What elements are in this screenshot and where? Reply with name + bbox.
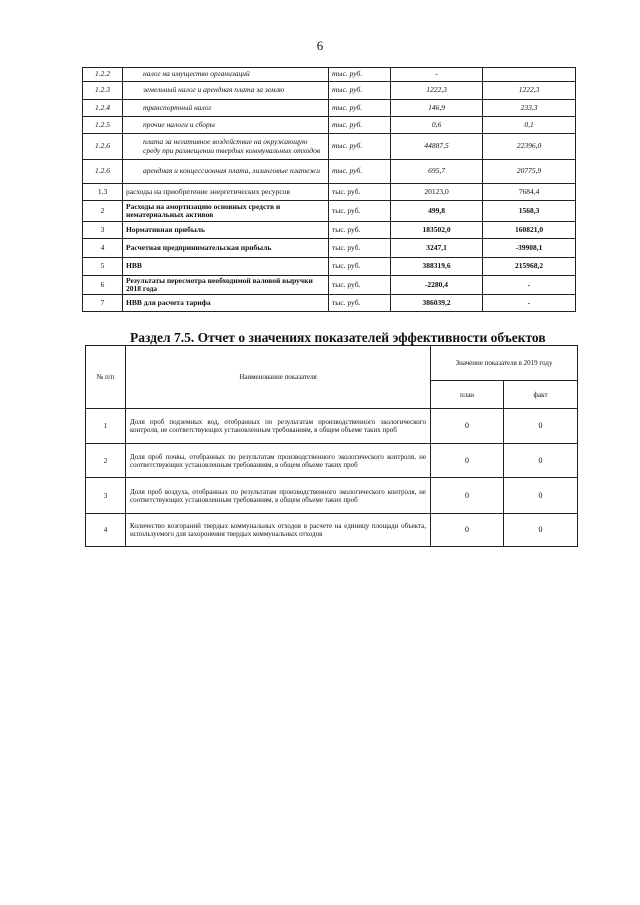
row-number: 4 xyxy=(86,514,126,547)
table-row xyxy=(83,258,576,276)
row-value-1: 20123,0 xyxy=(391,184,483,201)
row-unit: тыс. руб. xyxy=(329,276,391,295)
row-unit: тыс. руб. xyxy=(329,117,391,134)
row-unit: тыс. руб. xyxy=(329,68,391,82)
row-fact: 0 xyxy=(504,444,578,478)
row-value-2: 160821,0 xyxy=(483,222,576,239)
row-number: 1.2.2 xyxy=(83,68,123,82)
row-plan: 0 xyxy=(431,478,504,514)
header-plan: план xyxy=(431,381,504,409)
row-number: 1.3 xyxy=(83,184,123,201)
table-row xyxy=(86,514,578,547)
row-number: 3 xyxy=(86,478,126,514)
table-row xyxy=(86,444,578,478)
row-value-1: 3247,1 xyxy=(391,239,483,258)
row-unit: тыс. руб. xyxy=(329,295,391,312)
section-title: Раздел 7.5. Отчет о значениях показателей эффективности объектов xyxy=(130,330,546,345)
row-value-2: 7684,4 xyxy=(483,184,576,201)
row-name: транспортный налог xyxy=(123,100,329,117)
row-value-2: 215968,2 xyxy=(483,258,576,276)
row-number: 2 xyxy=(83,201,123,222)
row-unit: тыс. руб. xyxy=(329,201,391,222)
table-row xyxy=(86,478,578,514)
row-number: 1.2.6 xyxy=(83,160,123,184)
row-unit: тыс. руб. xyxy=(329,100,391,117)
row-value-2: - xyxy=(483,276,576,295)
row-value-1: 146,9 xyxy=(391,100,483,117)
row-number: 3 xyxy=(83,222,123,239)
row-name: Доля проб воздуха, отобранных по результатам производственного экологического контроля, не соответствующих установленным требованиям, в общем объеме таких проб xyxy=(126,478,431,514)
row-name: плата за негативное воздействие на окружающую среду при размещении твердых коммунальных отходов xyxy=(123,134,329,160)
row-name: расходы на приобретение энергетических ресурсов xyxy=(123,184,329,201)
row-value-1: -2280,4 xyxy=(391,276,483,295)
row-name: Нормативная прибыль xyxy=(123,222,329,239)
table-row xyxy=(83,82,576,100)
row-fact: 0 xyxy=(504,514,578,547)
table-row xyxy=(83,117,576,134)
row-unit: тыс. руб. xyxy=(329,82,391,100)
row-value-1: 1222,3 xyxy=(391,82,483,100)
row-value-2: -39908,1 xyxy=(483,239,576,258)
row-value-1: 388319,6 xyxy=(391,258,483,276)
row-value-1: - xyxy=(391,68,483,82)
row-value-1: 499,8 xyxy=(391,201,483,222)
row-plan: 0 xyxy=(431,514,504,547)
header-name: Наименование показателя xyxy=(126,346,431,409)
row-plan: 0 xyxy=(431,444,504,478)
row-name: Количество возгораний твердых коммунальных отходов в расчете на единицу площади объекта, используемого для захоронения твердых коммунальных отходов xyxy=(126,514,431,547)
table-row xyxy=(83,295,576,312)
row-name: НВВ xyxy=(123,258,329,276)
table-row xyxy=(86,409,578,444)
row-name: прочие налоги и сборы xyxy=(123,117,329,134)
row-name: земельный налог и арендная плата за землю xyxy=(123,82,329,100)
row-plan: 0 xyxy=(431,409,504,444)
row-value-2 xyxy=(483,68,576,82)
row-fact: 0 xyxy=(504,478,578,514)
row-unit: тыс. руб. xyxy=(329,258,391,276)
row-name: НВВ для расчета тарифа xyxy=(123,295,329,312)
row-name: Доля проб подземных вод, отобранных по результатам производственного экологического контроля, не соответствующих установленным требованиям, в общем объеме таких проб xyxy=(126,409,431,444)
row-unit: тыс. руб. xyxy=(329,184,391,201)
row-number: 2 xyxy=(86,444,126,478)
row-value-2: 20775,9 xyxy=(483,160,576,184)
row-value-2: 22396,0 xyxy=(483,134,576,160)
page-number: 6 xyxy=(316,38,324,53)
row-number: 6 xyxy=(83,276,123,295)
row-value-2: 1568,3 xyxy=(483,201,576,222)
row-fact: 0 xyxy=(504,409,578,444)
header-num: № п/п xyxy=(86,346,126,409)
header-fact: факт xyxy=(504,381,578,409)
row-value-2: 1222,3 xyxy=(483,82,576,100)
row-number: 5 xyxy=(83,258,123,276)
row-value-1: 44887,5 xyxy=(391,134,483,160)
row-name: Расчетная предпринимательская прибыль xyxy=(123,239,329,258)
table-row xyxy=(83,239,576,258)
row-value-2: - xyxy=(483,295,576,312)
row-name: Доля проб почвы, отобранных по результатам производственного экологического контроля, не соответствующих установленным требованиям, в общем объеме таких проб xyxy=(126,444,431,478)
row-number: 1.2.6 xyxy=(83,134,123,160)
row-name: Результаты пересмотра необходимой валовой выручки 2018 года xyxy=(123,276,329,295)
row-value-1: 183502,0 xyxy=(391,222,483,239)
row-unit: тыс. руб. xyxy=(329,239,391,258)
table-header-row xyxy=(86,346,578,381)
row-number: 4 xyxy=(83,239,123,258)
table-row xyxy=(83,134,576,160)
table-row xyxy=(83,184,576,201)
table-row xyxy=(83,222,576,239)
row-number: 1.2.3 xyxy=(83,82,123,100)
table-row xyxy=(83,201,576,222)
row-unit: тыс. руб. xyxy=(329,134,391,160)
row-value-2: 233,3 xyxy=(483,100,576,117)
row-unit: тыс. руб. xyxy=(329,222,391,239)
row-number: 1.2.4 xyxy=(83,100,123,117)
row-number: 1 xyxy=(86,409,126,444)
row-number: 7 xyxy=(83,295,123,312)
row-name: Расходы на амортизацию основных средств и нематериальных активов xyxy=(123,201,329,222)
row-number: 1.2.5 xyxy=(83,117,123,134)
row-value-1: 695,7 xyxy=(391,160,483,184)
row-unit: тыс. руб. xyxy=(329,160,391,184)
row-value-1: 0,6 xyxy=(391,117,483,134)
table-row xyxy=(83,100,576,117)
row-value-1: 386039,2 xyxy=(391,295,483,312)
efficiency-table xyxy=(85,345,578,547)
table-row xyxy=(83,276,576,295)
row-name: налог на имущество организаций xyxy=(123,68,329,82)
row-name: арендная и концессионная плата, лизинговые платежи xyxy=(123,160,329,184)
header-value-group: Значение показателя в 2019 году xyxy=(431,346,578,381)
table-row xyxy=(83,68,576,82)
row-value-2: 0,1 xyxy=(483,117,576,134)
cost-table xyxy=(82,67,576,312)
table-row xyxy=(83,160,576,184)
